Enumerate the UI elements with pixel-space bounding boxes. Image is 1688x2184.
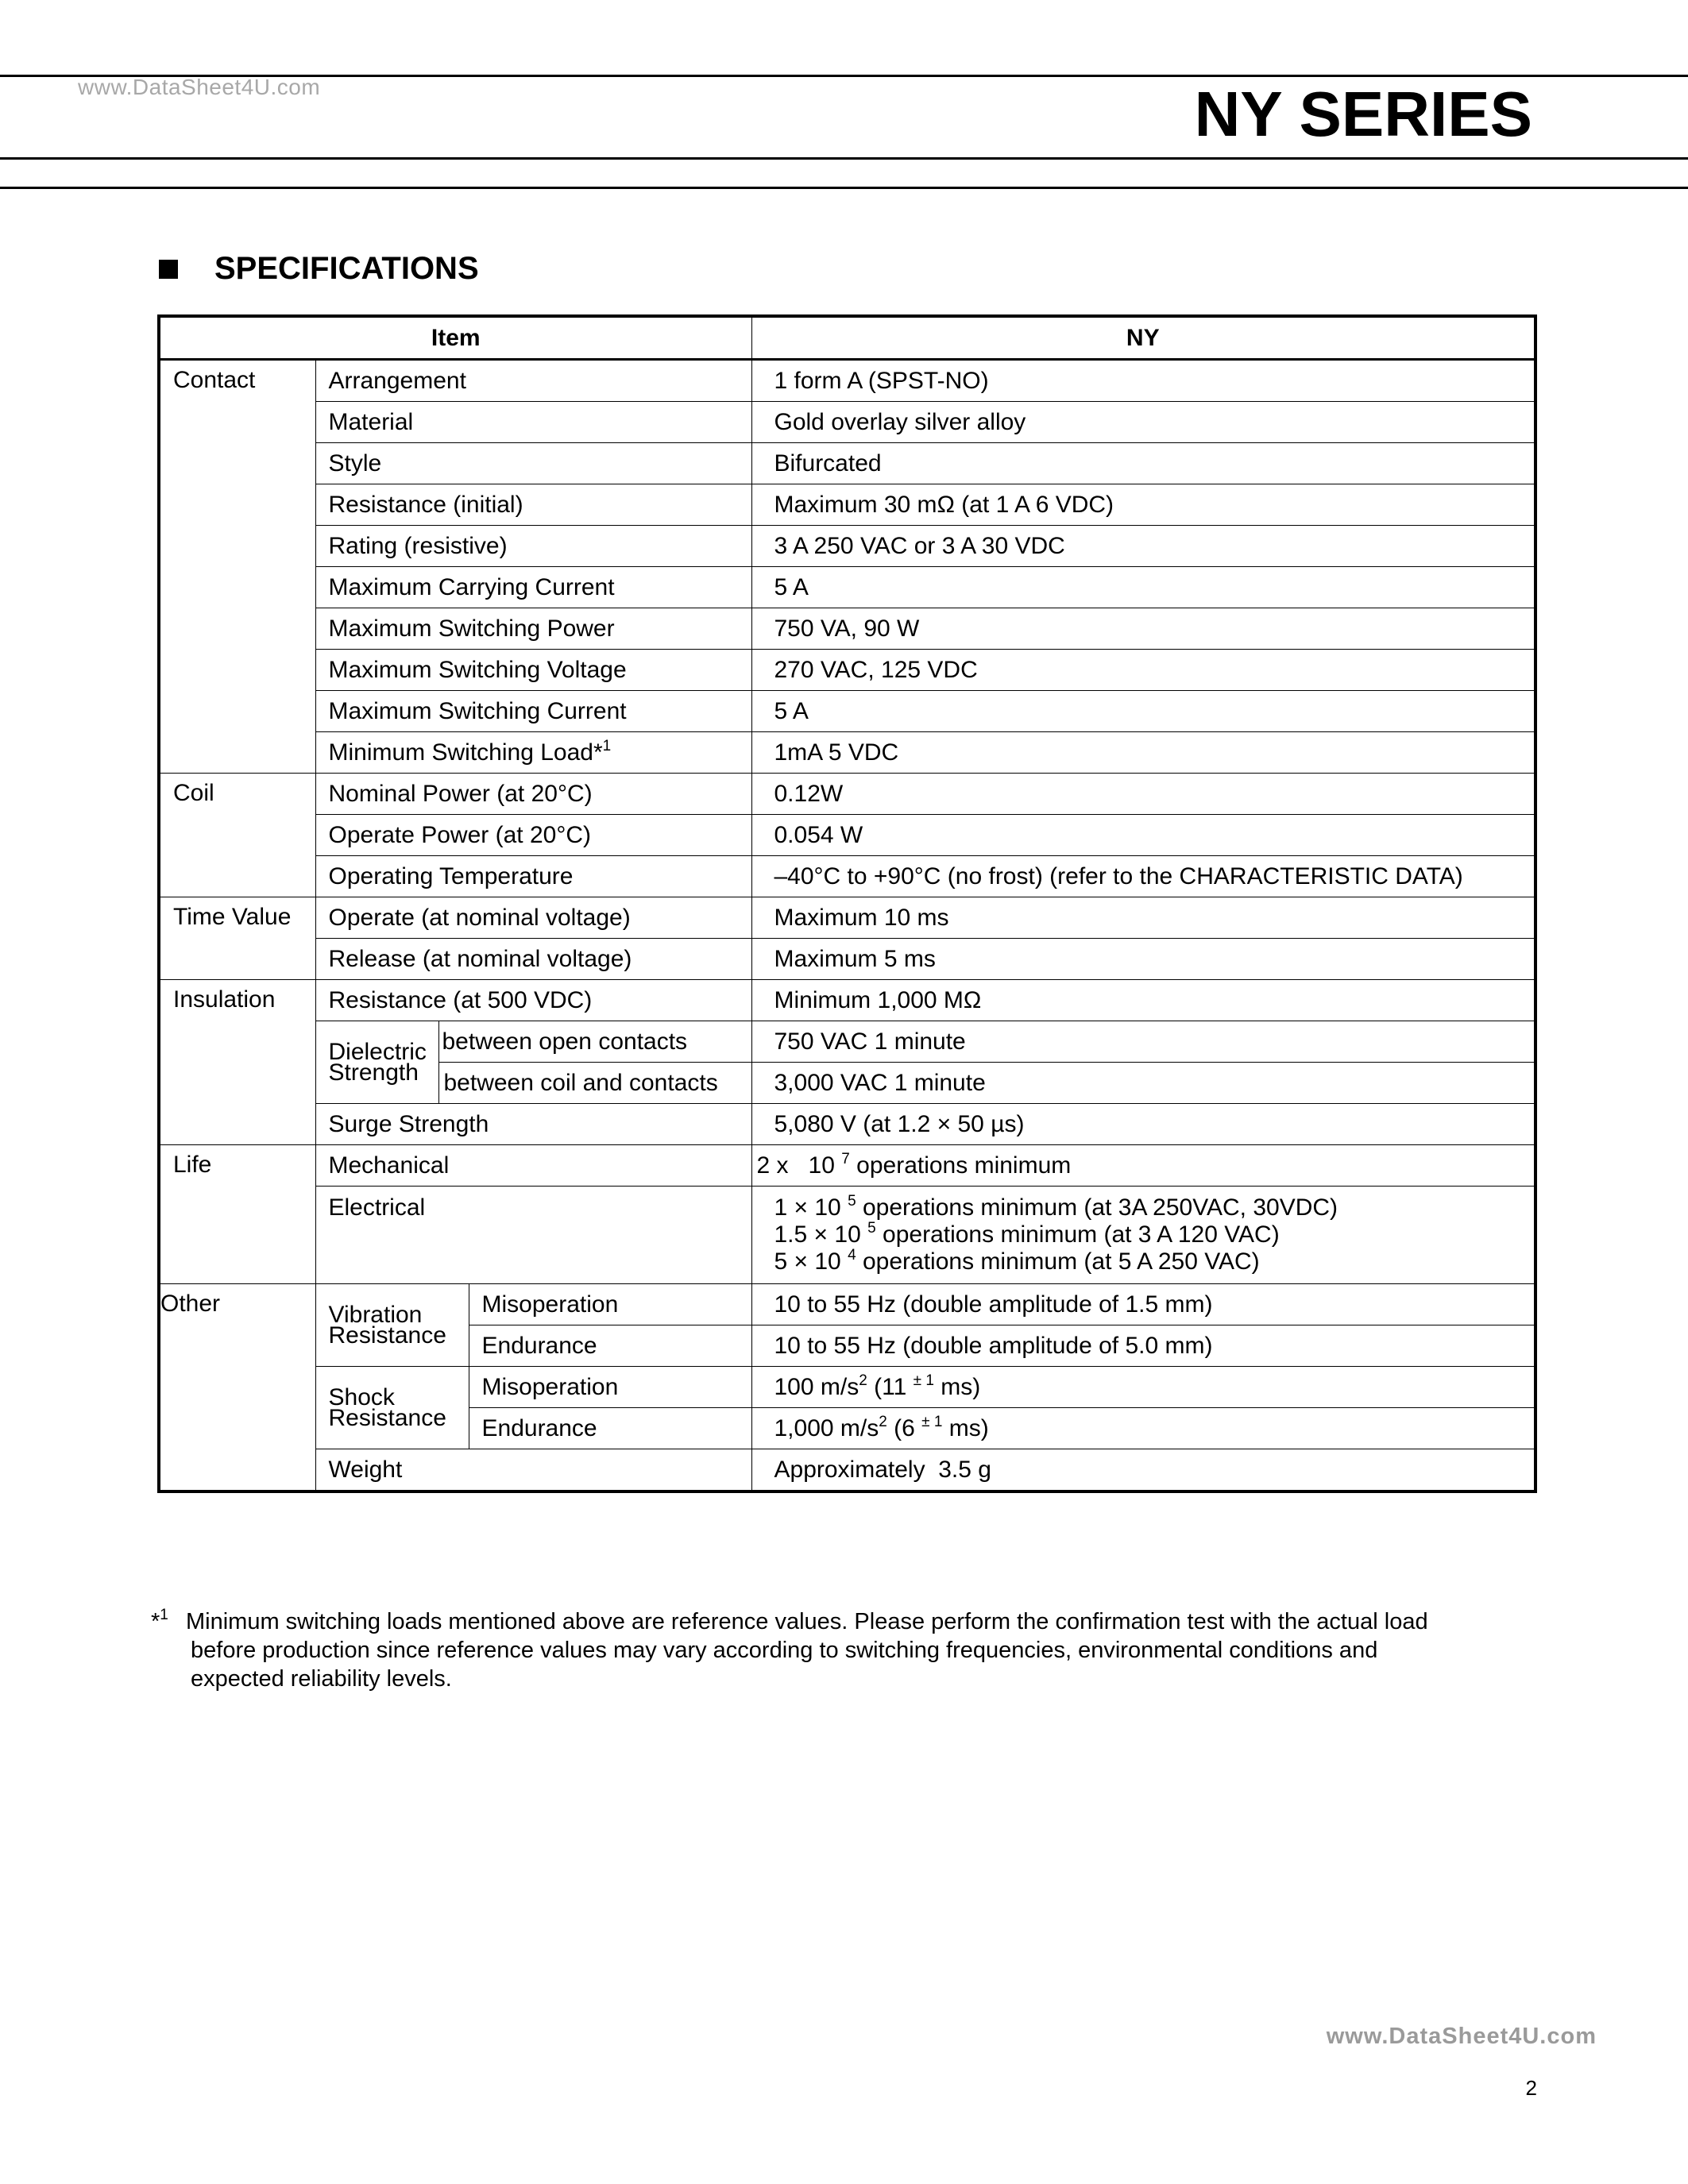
item-cell: Maximum Switching Current	[315, 691, 751, 732]
header-rule-upper	[0, 157, 1688, 160]
item-cell: Endurance	[469, 1325, 751, 1367]
value-cell: 270 VAC, 125 VDC	[751, 650, 1535, 691]
table-row	[159, 526, 1535, 567]
item-cell: Maximum Switching Voltage	[315, 650, 751, 691]
item-cell: between coil and contacts	[438, 1063, 751, 1104]
value-cell: 0.12W	[751, 774, 1535, 815]
value-line	[774, 1194, 1535, 1221]
table-row	[159, 980, 1535, 1021]
footnote-mark	[151, 1607, 168, 1636]
table-row	[159, 691, 1535, 732]
value-cell: Gold overlay silver alloy	[751, 402, 1535, 443]
item-cell: Electrical	[315, 1187, 751, 1284]
exponent: 4	[848, 1247, 856, 1264]
item-cell: Mechanical	[315, 1145, 751, 1187]
exponent: 2	[879, 1413, 887, 1430]
value-cell: 0.054 W	[751, 815, 1535, 856]
value-cell: –40°C to +90°C (no frost) (refer to the CHARACTERISTIC DATA)	[751, 856, 1535, 897]
item-cell: Endurance	[469, 1408, 751, 1449]
category-life: Life	[159, 1145, 315, 1284]
table-row	[159, 484, 1535, 526]
footnote-line: Minimum switching loads mentioned above are reference values. Please perform the confirmation test with the actual load	[186, 1609, 1428, 1634]
category-coil: Coil	[159, 774, 315, 897]
item-cell: Maximum Switching Power	[315, 608, 751, 650]
item-cell: Surge Strength	[315, 1104, 751, 1145]
footnote-number: 1	[160, 1607, 168, 1623]
page-number: 2	[1525, 2076, 1537, 2100]
table-row	[159, 1187, 1535, 1284]
value-cell: 5 A	[751, 567, 1535, 608]
exponent: 5	[848, 1193, 856, 1210]
item-cell: Operate Power (at 20°C)	[315, 815, 751, 856]
footnote	[151, 1607, 1549, 1693]
value-cell: Maximum 5 ms	[751, 939, 1535, 980]
item-cell: Misoperation	[469, 1284, 751, 1325]
table-row	[159, 774, 1535, 815]
col-header-item: Item	[159, 316, 751, 360]
category-other: Other	[159, 1284, 315, 1492]
value-cell: Maximum 10 ms	[751, 897, 1535, 939]
series-title: NY SERIES	[1194, 79, 1532, 149]
exponent: 5	[867, 1220, 876, 1237]
category-contact: Contact	[159, 360, 315, 774]
group-dielectric-strength	[315, 1021, 438, 1104]
table-row	[159, 360, 1535, 402]
value-cell: 3,000 VAC 1 minute	[751, 1063, 1535, 1104]
value-cell: Approximately 3.5 g	[751, 1449, 1535, 1492]
group-label-line2: Strength	[328, 1059, 419, 1086]
item-cell: Rating (resistive)	[315, 526, 751, 567]
value-cell: 750 VA, 90 W	[751, 608, 1535, 650]
footnote-asterisk: *	[151, 1609, 160, 1634]
watermark-top[interactable]: www.DataSheet4U.com	[78, 75, 321, 99]
table-row	[159, 856, 1535, 897]
item-cell: Release (at nominal voltage)	[315, 939, 751, 980]
table-row	[159, 1104, 1535, 1145]
value-text: 5 × 10	[774, 1248, 848, 1275]
value-cell: 5 A	[751, 691, 1535, 732]
value-cell: 10 to 55 Hz (double amplitude of 1.5 mm)	[751, 1284, 1535, 1325]
group-label-line1: Dielectric	[328, 1038, 427, 1065]
value-cell	[751, 1145, 1535, 1187]
table-row	[159, 732, 1535, 774]
value-text: operations minimum (at 3 A 120 VAC)	[875, 1221, 1280, 1248]
tolerance: ± 1	[921, 1413, 943, 1430]
table-row	[159, 1367, 1535, 1408]
value-line	[774, 1248, 1535, 1275]
col-header-ny: NY	[751, 316, 1535, 360]
exponent: 2	[859, 1372, 867, 1389]
table-row	[159, 567, 1535, 608]
group-label-line1: Vibration	[328, 1301, 423, 1328]
table-row	[159, 608, 1535, 650]
table-row	[159, 939, 1535, 980]
item-cell: Material	[315, 402, 751, 443]
value-text: 1 × 10	[774, 1194, 848, 1221]
table-header-row	[159, 316, 1535, 360]
value-cell: Bifurcated	[751, 443, 1535, 484]
value-cell: 1mA 5 VDC	[751, 732, 1535, 774]
item-cell: Operating Temperature	[315, 856, 751, 897]
value-cell: Minimum 1,000 MΩ	[751, 980, 1535, 1021]
footnote-text	[186, 1607, 1549, 1693]
item-cell: Resistance (initial)	[315, 484, 751, 526]
value-text: ms)	[942, 1414, 989, 1441]
section-heading-text: SPECIFICATIONS	[214, 251, 479, 286]
value-text: 1.5 × 10	[774, 1221, 868, 1248]
value-text: 100 m/s	[774, 1373, 859, 1400]
value-text: 1,000 m/s	[774, 1414, 879, 1441]
table-row	[159, 897, 1535, 939]
tolerance: ± 1	[913, 1372, 934, 1389]
value-cell: Maximum 30 mΩ (at 1 A 6 VDC)	[751, 484, 1535, 526]
value-cell	[751, 1187, 1535, 1284]
value-text: 2 x 10	[756, 1152, 842, 1179]
footnote-ref: 1	[602, 737, 612, 754]
footnote-line: before production since reference values may vary according to switching frequencies, environmental conditions and	[191, 1638, 1378, 1663]
watermark-bottom[interactable]: www.DataSheet4U.com	[1326, 2024, 1597, 2049]
value-text: operations minimum	[849, 1152, 1072, 1179]
value-cell	[751, 1408, 1535, 1449]
item-cell: Resistance (at 500 VDC)	[315, 980, 751, 1021]
specifications-table	[157, 314, 1537, 1493]
group-label-line2: Resistance	[328, 1404, 446, 1431]
item-cell: Maximum Carrying Current	[315, 567, 751, 608]
table-row	[159, 650, 1535, 691]
value-cell: 3 A 250 VAC or 3 A 30 VDC	[751, 526, 1535, 567]
item-text: Minimum Switching Load*	[328, 739, 603, 766]
table-row	[159, 402, 1535, 443]
group-label-line1: Shock	[328, 1383, 395, 1410]
value-text: (11	[867, 1373, 914, 1400]
exponent: 7	[841, 1150, 850, 1167]
group-shock-resistance	[315, 1367, 469, 1449]
square-bullet-icon	[159, 260, 178, 279]
value-text: operations minimum (at 3A 250VAC, 30VDC)	[856, 1194, 1338, 1221]
item-cell: Nominal Power (at 20°C)	[315, 774, 751, 815]
table-row	[159, 1145, 1535, 1187]
item-cell	[315, 732, 751, 774]
item-cell: Arrangement	[315, 360, 751, 402]
table-row	[159, 1449, 1535, 1492]
category-insulation: Insulation	[159, 980, 315, 1145]
header-rule-lower	[0, 187, 1688, 189]
item-cell: Weight	[315, 1449, 751, 1492]
category-time-value: Time Value	[159, 897, 315, 980]
table-row	[159, 1021, 1535, 1063]
value-text: (6	[886, 1414, 922, 1441]
group-vibration-resistance	[315, 1284, 469, 1367]
footnote-line: expected reliability levels.	[191, 1666, 452, 1692]
table-row	[159, 443, 1535, 484]
value-text: ms)	[933, 1373, 981, 1400]
value-cell: 10 to 55 Hz (double amplitude of 5.0 mm)	[751, 1325, 1535, 1367]
value-cell: 5,080 V (at 1.2 × 50 µs)	[751, 1104, 1535, 1145]
item-cell: Misoperation	[469, 1367, 751, 1408]
value-cell: 1 form A (SPST-NO)	[751, 360, 1535, 402]
table-row	[159, 1284, 1535, 1325]
item-cell: Operate (at nominal voltage)	[315, 897, 751, 939]
value-text: operations minimum (at 5 A 250 VAC)	[856, 1248, 1260, 1275]
group-label-line2: Resistance	[328, 1322, 446, 1349]
value-cell	[751, 1367, 1535, 1408]
section-heading	[159, 251, 479, 287]
item-cell: Style	[315, 443, 751, 484]
item-cell: between open contacts	[438, 1021, 751, 1063]
value-line	[774, 1221, 1535, 1248]
value-cell: 750 VAC 1 minute	[751, 1021, 1535, 1063]
table-row	[159, 815, 1535, 856]
